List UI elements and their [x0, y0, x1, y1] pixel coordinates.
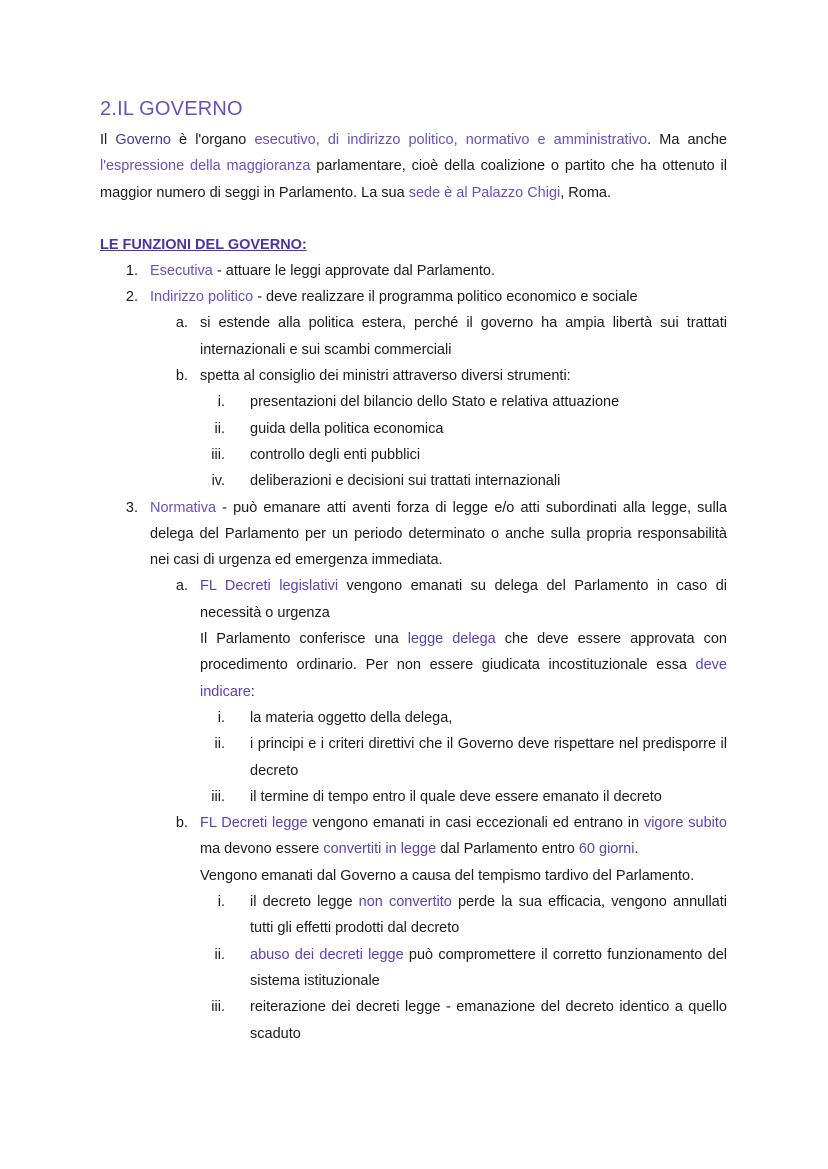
roman-item — [100, 784, 727, 810]
item-text: reiterazione dei decreti legge - emanazione del decreto identico a quello scaduto — [250, 999, 727, 1042]
item-text: vengono emanati in casi eccezionali ed entrano in — [307, 815, 644, 832]
item-text: può compromettere il corretto funzionamento del sistema istituzionale — [250, 946, 727, 989]
item-text: i principi e i criteri direttivi che il Governo deve rispettare nel predisporre il decreto — [250, 736, 727, 779]
list-roman: ii. — [214, 420, 225, 437]
highlight-governo: Governo — [115, 132, 171, 148]
item-text: Il Parlamento conferisce una — [200, 631, 408, 648]
page-title: 2.IL GOVERNO — [100, 98, 243, 120]
continuation-paragraph — [100, 626, 727, 705]
list-number: 3. — [125, 499, 138, 516]
list-roman: iii. — [211, 788, 225, 805]
list-roman: iii. — [211, 446, 225, 463]
item-text: la materia oggetto della delega, — [250, 709, 453, 726]
list-roman: ii. — [214, 736, 225, 753]
intro-text: è l'organo — [170, 132, 255, 148]
section-title: LE FUNZIONI DEL GOVERNO: — [100, 236, 307, 253]
term-decreti-legge: FL Decreti legge — [200, 815, 308, 832]
roman-item — [100, 416, 727, 442]
item-text: - può emanare atti aventi forza di legge e/o atti subordinati alla legge, sulla delega del Parlamento per un periodo determinato o anche sulla propria responsabilità nei casi di urgenza ed emergenza immediata. — [150, 499, 727, 569]
intro-text: . Ma anche — [647, 132, 727, 148]
item-text: spetta al consiglio dei ministri attraverso diversi strumenti: — [200, 368, 571, 385]
list-letter: b. — [175, 368, 188, 385]
item-text: . — [634, 841, 639, 858]
list-roman: ii. — [214, 946, 225, 963]
item-text: il termine di tempo entro il quale deve essere emanato il decreto — [250, 788, 662, 805]
roman-item — [100, 994, 727, 1047]
term-normativa: Normativa — [150, 499, 217, 516]
sub-item-b — [100, 363, 727, 389]
list-letter: a. — [175, 315, 188, 332]
term-decreti-legislativi: FL Decreti legislativi — [200, 578, 339, 595]
highlight-vigore-subito: vigore subito — [643, 815, 727, 832]
intro-text: Il — [100, 132, 116, 148]
list-item-indirizzo-politico — [100, 284, 727, 310]
item-text: deliberazioni e decisioni sui trattati internazionali — [250, 473, 561, 490]
highlight-legge-delega: legge delega — [407, 631, 496, 648]
list-number: 2. — [125, 289, 138, 306]
list-letter: a. — [175, 578, 188, 595]
intro-paragraph — [100, 127, 727, 206]
intro-text: parlamentare, cioè della coalizione o partito che ha ottenuto il maggior numero di seggi in Parlamento. La sua — [100, 158, 727, 201]
item-text: che deve essere approvata con procedimento ordinario. Per non essere giudicata incostituzionale essa — [200, 631, 727, 674]
item-text: - attuare le leggi approvate dal Parlamento. — [212, 262, 495, 279]
item-text: dal Parlamento entro — [436, 841, 579, 858]
roman-item — [100, 889, 727, 942]
highlight-functions: esecutivo, di indirizzo politico, normativo e amministrativo — [254, 132, 648, 148]
highlight-maggioranza: l'espressione della maggioranza — [100, 158, 311, 175]
roman-item — [100, 705, 727, 731]
list-roman: i. — [217, 394, 225, 411]
highlight-60-giorni: 60 giorni — [578, 841, 635, 858]
roman-item — [100, 442, 727, 468]
item-text: perde la sua efficacia, vengono annullati tutti gli effetti prodotti dal decreto — [250, 894, 727, 937]
item-text: presentazioni del bilancio dello Stato e relativa attuazione — [250, 394, 620, 411]
roman-item — [100, 468, 727, 494]
highlight-sede: sede è al Palazzo Chigi — [408, 184, 561, 201]
list-letter: b. — [175, 815, 188, 832]
item-text: vengono emanati su delega del Parlamento in caso di necessità o urgenza — [200, 578, 727, 621]
sub-item-decreti-legge — [100, 810, 727, 863]
roman-item — [100, 942, 727, 995]
list-roman: iii. — [211, 999, 225, 1016]
roman-item — [100, 731, 727, 784]
list-number: 1. — [125, 262, 138, 279]
list-item-normativa — [100, 495, 727, 574]
list-roman: i. — [217, 709, 225, 726]
list-roman: i. — [217, 894, 225, 911]
highlight-abuso: abuso dei decreti legge — [250, 946, 404, 963]
item-text: - deve realizzare il programma politico economico e sociale — [253, 289, 638, 306]
document-page — [100, 98, 727, 1047]
item-text: controllo degli enti pubblici — [250, 446, 421, 463]
item-text: guida della politica economica — [250, 420, 444, 437]
item-text: ma devono essere — [200, 841, 324, 858]
highlight-deve-indicare: deve indicare — [200, 657, 727, 700]
item-text: : — [250, 683, 255, 700]
list-roman: iv. — [211, 473, 225, 490]
intro-text: , Roma. — [560, 184, 612, 201]
term-esecutiva: Esecutiva — [150, 262, 213, 279]
roman-item — [100, 389, 727, 415]
sub-item-decreti-legislativi — [100, 573, 727, 626]
continuation-paragraph: Vengono emanati dal Governo a causa del tempismo tardivo del Parlamento. — [200, 867, 695, 884]
item-text: si estende alla politica estera, perché il governo ha ampia libertà sui trattati internazionali e sui scambi commerciali — [200, 315, 727, 358]
sub-item-a — [100, 310, 727, 363]
highlight-non-convertito: non convertito — [358, 894, 452, 911]
item-text: il decreto legge — [250, 894, 359, 911]
list-item-esecutiva — [100, 258, 727, 284]
term-indirizzo-politico: Indirizzo politico — [150, 289, 254, 306]
highlight-convertiti: convertiti in legge — [323, 841, 437, 858]
